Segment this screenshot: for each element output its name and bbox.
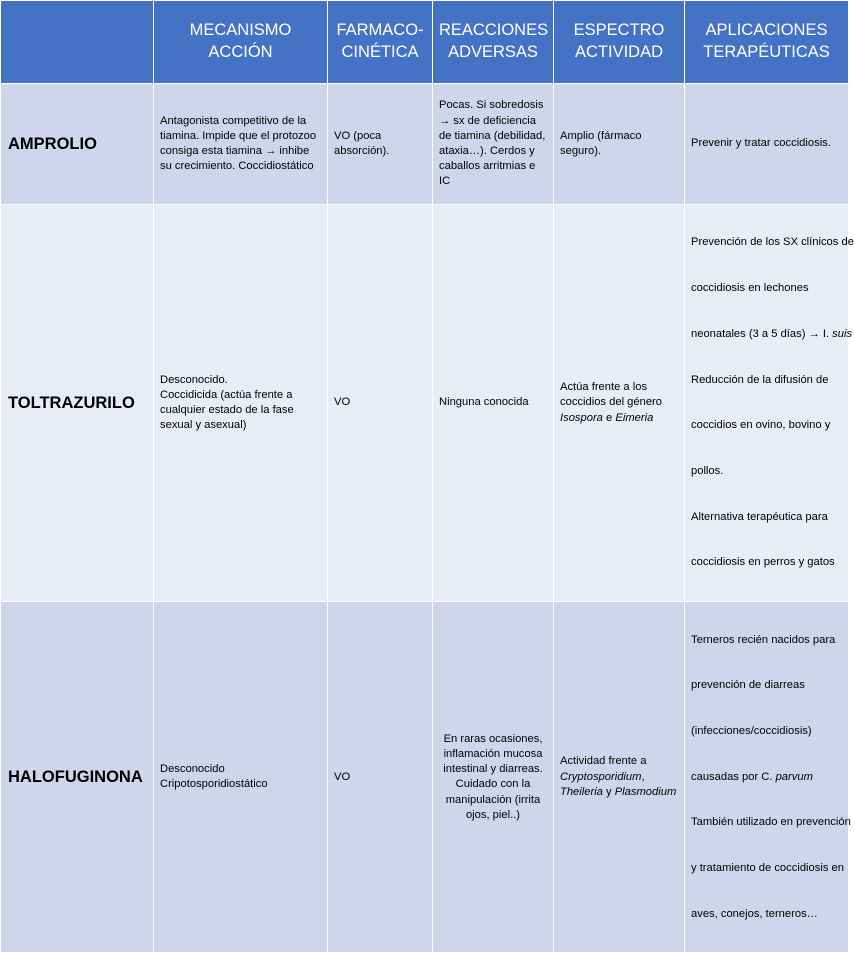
drug-name: TOLTRAZURILO [1, 205, 154, 602]
header-aplicaciones: APLICACIONES TERAPÉUTICAS [685, 1, 849, 84]
header-row [1, 1, 849, 84]
aplicaciones-line: Reducción de la difusión de [691, 373, 829, 386]
espectro-text: Actividad frente a [560, 755, 647, 768]
header-reacciones: REACCIONES ADVERSAS [433, 1, 554, 84]
aplicaciones-line [691, 770, 842, 785]
aplicaciones-text: causadas por C. [691, 770, 776, 783]
table-row [1, 84, 849, 205]
aplicaciones-line: (infecciones/coccidiosis) [691, 724, 812, 737]
aplicaciones-line: coccidiosis en lechones [691, 282, 809, 295]
aplicaciones-line: coccidios en ovino, bovino y [691, 419, 831, 432]
header-espectro: ESPECTRO ACTIVIDAD [554, 1, 685, 84]
genus-name: Plasmodium [614, 785, 677, 798]
header-mecanismo: MECANISMO ACCIÓN [154, 1, 328, 84]
aplicaciones-line: También utilizado en prevención [691, 816, 851, 829]
table-row [1, 602, 849, 953]
cell-mecanismo: Desconocido Cripotosporidiostático [154, 602, 328, 953]
cell-mecanismo: Desconocido. Coccidicida (actúa frente a cualquier estado de la fase sexual y asexual) [154, 205, 328, 602]
cell-aplicaciones [685, 205, 854, 602]
aplicaciones-line: Prevención de los SX clínicos de [691, 236, 854, 249]
espectro-text: Actúa frente a los coccidios del género [560, 381, 662, 409]
aplicaciones-line [691, 327, 853, 342]
cell-espectro [554, 602, 685, 953]
genus-name: Cryptosporidium [560, 770, 642, 783]
genus-name: Theileria [560, 785, 603, 798]
header-farmacocinetica: FARMACO- CINÉTICA [328, 1, 433, 84]
cell-espectro [554, 205, 685, 602]
genus-name: Isospora [560, 411, 603, 424]
espectro-text: e [602, 411, 616, 424]
species-name: parvum [775, 770, 813, 783]
cell-reacciones: En raras ocasiones, inflamación mucosa intestinal y diarreas. Cuidado con la manipulación (irrita ojos, piel..) [433, 602, 554, 953]
espectro-text: , [641, 770, 645, 783]
table-row [1, 205, 849, 602]
cell-reacciones: Pocas. Si sobredosis → sx de deficiencia de tiamina (debilidad, ataxia…). Cerdos y caballos arritmias e IC [433, 84, 554, 205]
aplicaciones-line: Terneros recién nacidos para [691, 633, 836, 646]
cell-farmacocinetica: VO [328, 205, 433, 602]
header-cell-empty [1, 1, 154, 84]
aplicaciones-line: Alternativa terapéutica para [691, 510, 828, 523]
aplicaciones-text: neonatales (3 a 5 días) → I. [691, 327, 833, 340]
espectro-text: y [602, 785, 615, 798]
genus-name: Eimeria [615, 411, 654, 424]
cell-farmacocinetica: VO (poca absorción). [328, 84, 433, 205]
aplicaciones-line: aves, conejos, terneros… [691, 907, 818, 920]
cell-aplicaciones: Prevenir y tratar coccidiosis. [685, 84, 849, 205]
aplicaciones-line: prevención de diarreas [691, 679, 805, 692]
cell-farmacocinetica: VO [328, 602, 433, 953]
aplicaciones-line: coccidiosis en perros y gatos [691, 556, 835, 569]
drug-name: HALOFUGINONA [1, 602, 154, 953]
aplicaciones-line: y tratamiento de coccidiosis en [691, 862, 844, 875]
drug-name: AMPROLIO [1, 84, 154, 205]
species-name: suis [832, 327, 853, 340]
cell-espectro: Amplio (fármaco seguro). [554, 84, 685, 205]
cell-mecanismo: Antagonista competitivo de la tiamina. Impide que el protozoo consiga esta tiamina → inhibe su crecimiento. Coccidiostático [154, 84, 328, 205]
aplicaciones-line: pollos. [691, 464, 724, 477]
cell-reacciones: Ninguna conocida [433, 205, 554, 602]
cell-aplicaciones [685, 602, 849, 953]
